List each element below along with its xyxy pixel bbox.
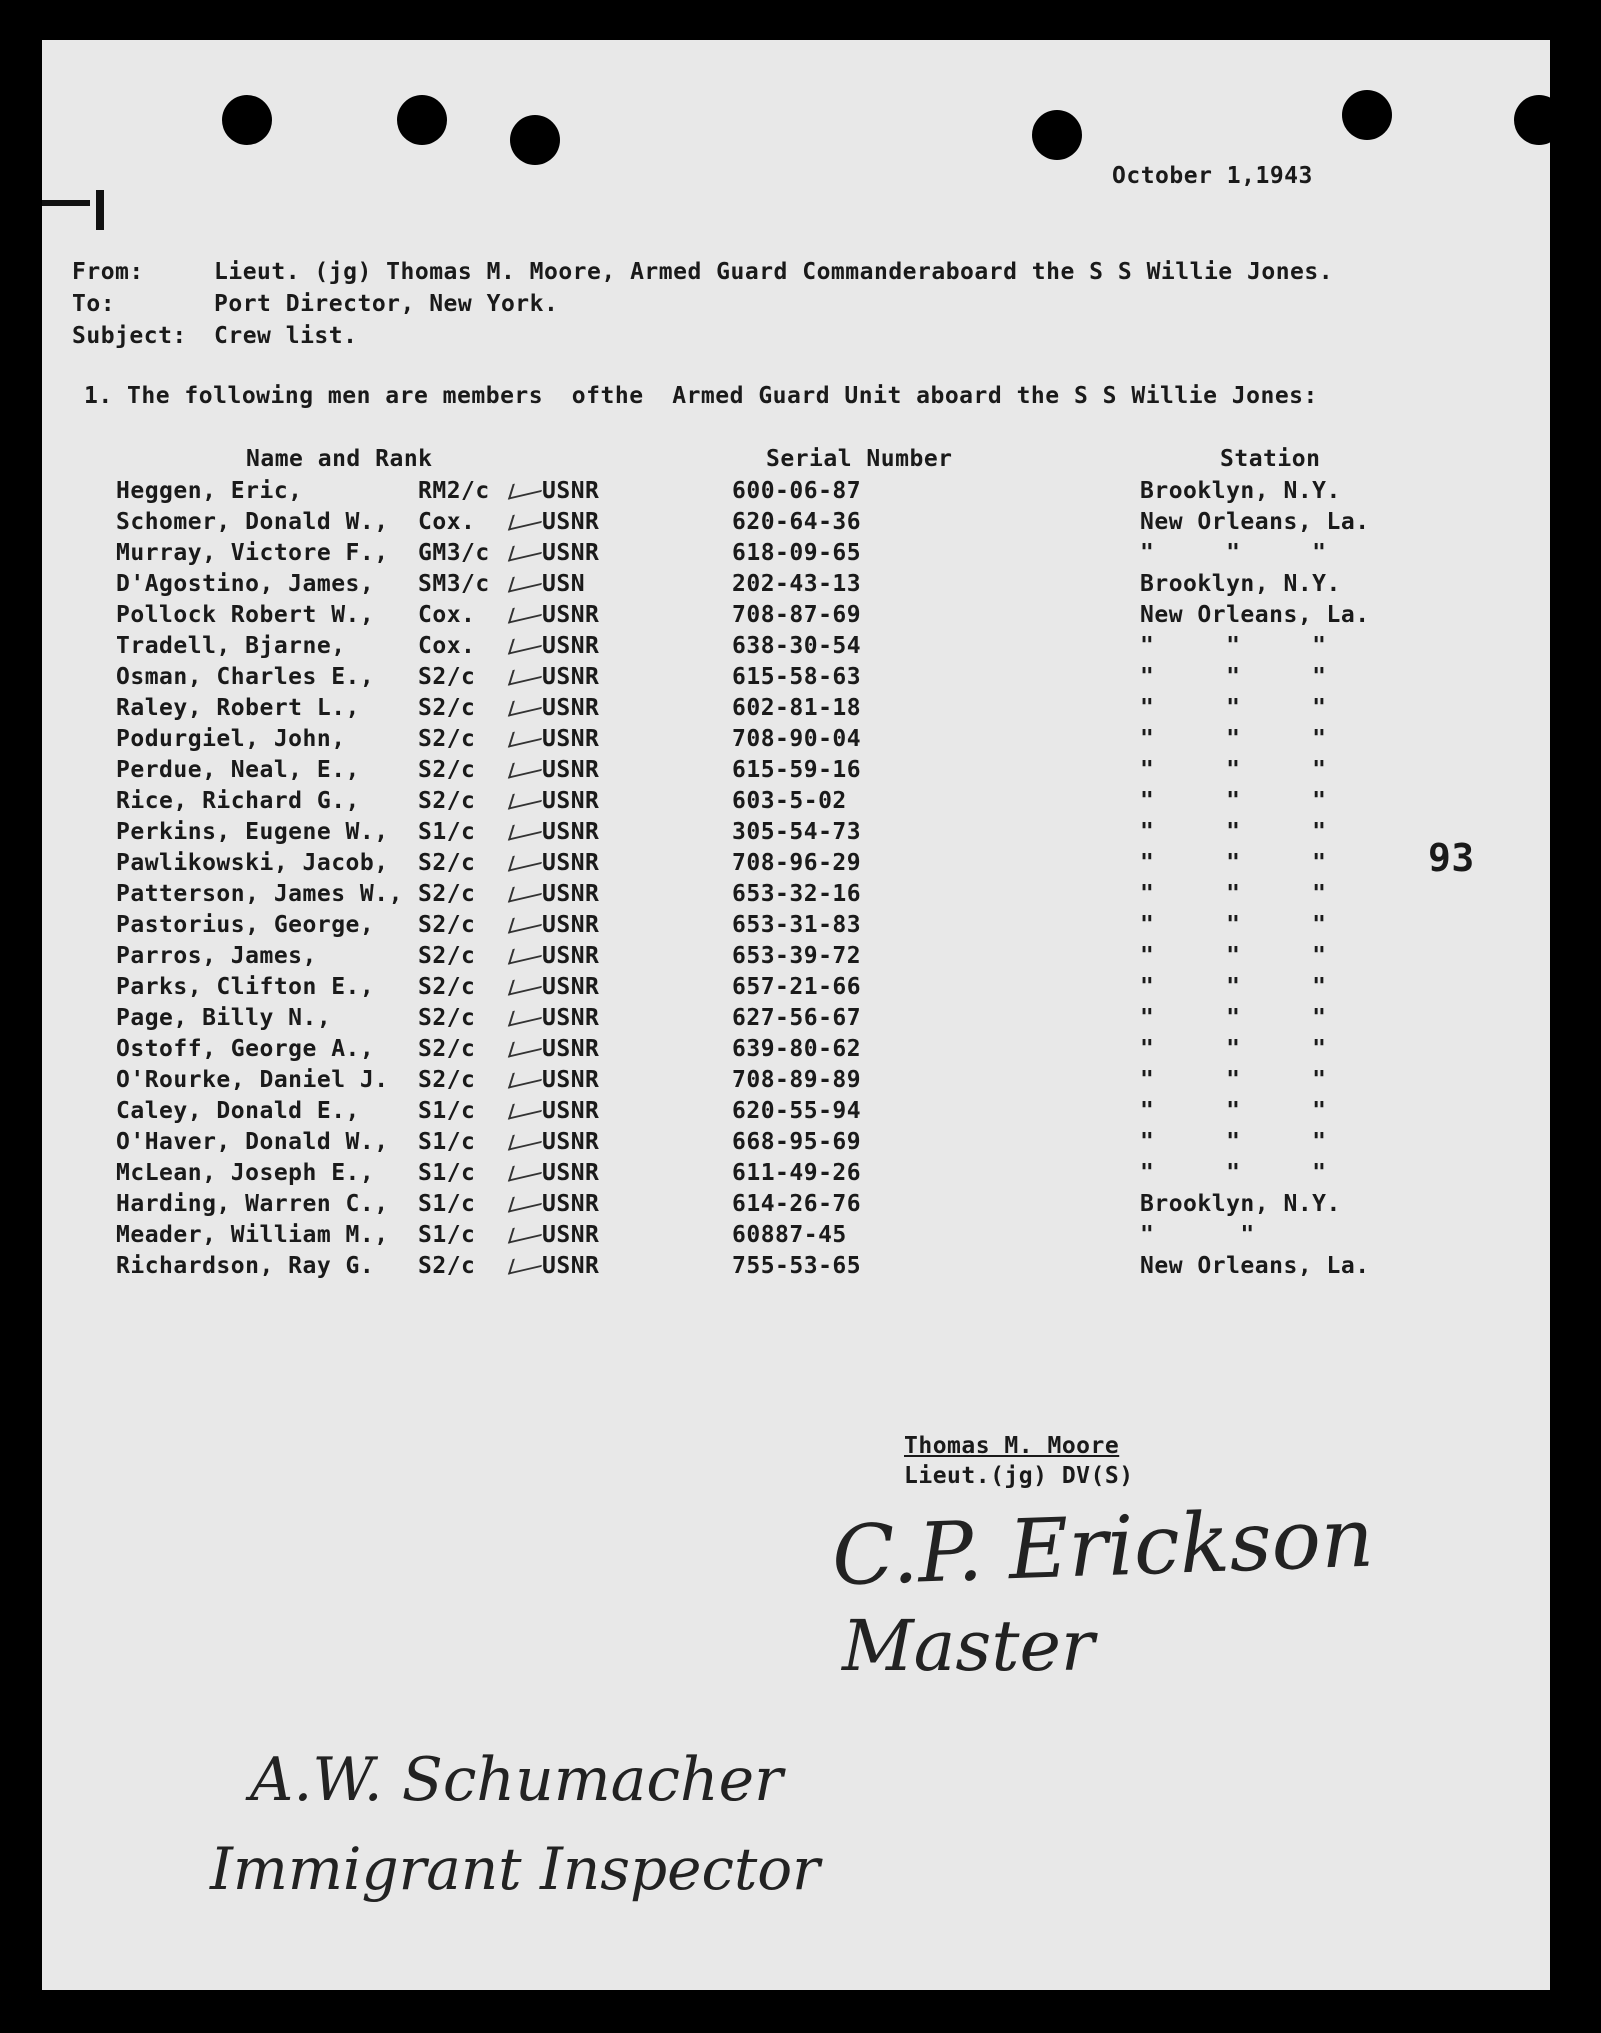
crew-serial-number: 202-43-13 [732,571,862,597]
punch-hole [510,115,560,165]
crew-station: New Orleans, La. [1140,509,1370,535]
crew-service: USNR [542,1098,600,1124]
crew-station: " " " [1140,1160,1327,1186]
table-row [42,1129,1542,1160]
crew-station: " " " [1140,1067,1327,1093]
crew-rank: S2/c [418,974,476,1000]
crew-rank: Cox. [418,602,476,628]
check-mark-icon [508,476,546,499]
check-mark-icon [508,569,546,592]
check-mark-icon [508,755,546,778]
crew-service: USNR [542,850,600,876]
crew-name: Schomer, Donald W., [116,509,389,535]
to-label: To: [72,291,116,317]
check-mark-icon [508,507,546,530]
crew-serial-number: 708-90-04 [732,726,862,752]
from-value: Lieut. (jg) Thomas M. Moore, Armed Guard Commanderaboard the S S Willie Jones. [214,259,1334,285]
crew-rank: S1/c [418,1129,476,1155]
crew-rank: S2/c [418,695,476,721]
crew-rank: S2/c [418,1005,476,1031]
check-mark-icon [508,693,546,716]
crew-rank: S1/c [418,1191,476,1217]
crew-rank: S2/c [418,912,476,938]
table-row [42,478,1542,509]
crew-service: USNR [542,478,600,504]
crew-station: " " " [1140,726,1327,752]
table-row [42,943,1542,974]
crew-service: USNR [542,1036,600,1062]
crew-name: Caley, Donald E., [116,1098,360,1124]
crew-station: Brooklyn, N.Y. [1140,478,1341,504]
crew-station: " " " [1140,1005,1327,1031]
crew-rank: SM3/c [418,571,490,597]
table-row [42,1098,1542,1129]
crew-serial-number: 668-95-69 [732,1129,862,1155]
table-row [42,633,1542,664]
crew-name: O'Rourke, Daniel J. [116,1067,389,1093]
check-mark-icon [508,879,546,902]
check-mark-icon [508,1220,546,1243]
crew-serial-number: 60887-45 [732,1222,847,1248]
crew-serial-number: 602-81-18 [732,695,862,721]
crew-name: Podurgiel, John, [116,726,346,752]
check-mark-icon [508,1034,546,1057]
crew-station: " " " [1140,819,1327,845]
crew-station: " " " [1140,850,1327,876]
crew-rank: S1/c [418,1222,476,1248]
crew-name: Parks, Clifton E., [116,974,375,1000]
crew-serial-number: 615-58-63 [732,664,862,690]
crew-service: USNR [542,726,600,752]
crew-serial-number: 708-87-69 [732,602,862,628]
crew-service: USNR [542,757,600,783]
crew-station: " " " [1140,1129,1327,1155]
table-row [42,1222,1542,1253]
crew-serial-number: 305-54-73 [732,819,862,845]
punch-hole [222,95,272,145]
typed-signature-name: Thomas M. Moore [904,1433,1120,1459]
crew-station: " " " [1140,912,1327,938]
crew-name: Meader, William M., [116,1222,389,1248]
table-row [42,881,1542,912]
crew-station: " " " [1140,1098,1327,1124]
crew-rank: GM3/c [418,540,490,566]
check-mark-icon [508,1251,546,1274]
crew-rank: Cox. [418,509,476,535]
table-row [42,912,1542,943]
master-title: Master [842,1605,1095,1687]
punch-hole [1342,90,1392,140]
from-label: From: [72,259,144,285]
crew-service: USNR [542,664,600,690]
crew-name: O'Haver, Donald W., [116,1129,389,1155]
check-mark-icon [508,1003,546,1026]
document-page [42,40,1550,1990]
crew-serial-number: 653-32-16 [732,881,862,907]
check-mark-icon [508,631,546,654]
crew-station: " " " [1140,695,1327,721]
crew-serial-number: 615-59-16 [732,757,862,783]
crew-service: USNR [542,819,600,845]
crew-rank: S1/c [418,1160,476,1186]
crew-service: USNR [542,1160,600,1186]
crew-station: Brooklyn, N.Y. [1140,1191,1341,1217]
crew-rank: S1/c [418,1098,476,1124]
crew-station: " " " [1140,633,1327,659]
table-row [42,571,1542,602]
crew-service: USNR [542,633,600,659]
check-mark-icon [508,972,546,995]
crew-serial-number: 611-49-26 [732,1160,862,1186]
check-mark-icon [508,724,546,747]
check-mark-icon [508,1158,546,1181]
crew-rank: S2/c [418,943,476,969]
check-mark-icon [508,786,546,809]
crew-service: USNR [542,695,600,721]
column-header-serial: Serial Number [766,446,953,472]
column-header-station: Station [1220,446,1321,472]
crew-station: " " " [1140,540,1327,566]
crew-serial-number: 614-26-76 [732,1191,862,1217]
crew-serial-number: 708-89-89 [732,1067,862,1093]
crew-name: Harding, Warren C., [116,1191,389,1217]
check-mark-icon [508,1065,546,1088]
crew-service: USNR [542,1191,600,1217]
table-row [42,974,1542,1005]
crew-name: D'Agostino, James, [116,571,375,597]
table-row [42,1160,1542,1191]
punch-hole [1514,95,1564,145]
scan-mark [42,200,90,206]
to-value: Port Director, New York. [214,291,559,317]
crew-name: Tradell, Bjarne, [116,633,346,659]
crew-serial-number: 657-21-66 [732,974,862,1000]
check-mark-icon [508,910,546,933]
crew-station: New Orleans, La. [1140,1253,1370,1279]
crew-rank: S1/c [418,819,476,845]
master-signature: C.P. Erickson [830,1490,1376,1605]
crew-name: Page, Billy N., [116,1005,332,1031]
crew-service: USNR [542,509,600,535]
crew-serial-number: 603-5-02 [732,788,847,814]
table-row [42,819,1542,850]
table-row [42,850,1542,881]
crew-rank: S2/c [418,788,476,814]
inspector-title: Immigrant Inspector [210,1835,820,1903]
table-row [42,726,1542,757]
crew-name: Murray, Victore F., [116,540,389,566]
crew-rank: S2/c [418,850,476,876]
typed-signature-title: Lieut.(jg) DV(S) [904,1463,1134,1489]
crew-service: USNR [542,912,600,938]
crew-service: USNR [542,1005,600,1031]
crew-serial-number: 638-30-54 [732,633,862,659]
crew-station: " " " [1140,757,1327,783]
check-mark-icon [508,538,546,561]
crew-service: USNR [542,1129,600,1155]
crew-serial-number: 620-55-94 [732,1098,862,1124]
crew-rank: S2/c [418,1036,476,1062]
check-mark-icon [508,1096,546,1119]
crew-service: USNR [542,1222,600,1248]
crew-name: Heggen, Eric, [116,478,303,504]
punch-hole [1032,110,1082,160]
crew-service: USNR [542,540,600,566]
table-row [42,664,1542,695]
crew-name: Perkins, Eugene W., [116,819,389,845]
crew-service: USNR [542,1253,600,1279]
crew-rank: Cox. [418,633,476,659]
punch-hole [397,95,447,145]
crew-name: Patterson, James W., [116,881,403,907]
crew-serial-number: 708-96-29 [732,850,862,876]
check-mark-icon [508,817,546,840]
crew-name: Perdue, Neal, E., [116,757,360,783]
crew-station: " " " [1140,788,1327,814]
crew-service: USNR [542,881,600,907]
crew-service: USNR [542,974,600,1000]
crew-rank: S2/c [418,881,476,907]
inspector-signature: A.W. Schumacher [250,1745,783,1815]
crew-serial-number: 620-64-36 [732,509,862,535]
table-row [42,1253,1542,1284]
crew-serial-number: 755-53-65 [732,1253,862,1279]
intro-paragraph: 1. The following men are members ofthe Armed Guard Unit aboard the S S Willie Jones: [84,383,1318,409]
crew-rank: S2/c [418,664,476,690]
crew-service: USNR [542,1067,600,1093]
check-mark-icon [508,941,546,964]
document-date: October 1,1943 [1112,163,1313,189]
crew-rank: S2/c [418,757,476,783]
crew-rank: S2/c [418,1067,476,1093]
crew-name: Pollock Robert W., [116,602,375,628]
crew-name: Pastorius, George, [116,912,375,938]
table-row [42,788,1542,819]
crew-service: USNR [542,602,600,628]
crew-rank: RM2/c [418,478,490,504]
table-row [42,757,1542,788]
check-mark-icon [508,600,546,623]
table-row [42,1036,1542,1067]
crew-name: Parros, James, [116,943,317,969]
crew-serial-number: 618-09-65 [732,540,862,566]
crew-serial-number: 639-80-62 [732,1036,862,1062]
table-row [42,1005,1542,1036]
crew-name: Richardson, Ray G. [116,1253,375,1279]
column-header-name-rank: Name and Rank [246,446,433,472]
crew-name: McLean, Joseph E., [116,1160,375,1186]
crew-service: USN [542,571,586,597]
table-row [42,540,1542,571]
crew-serial-number: 653-31-83 [732,912,862,938]
check-mark-icon [508,848,546,871]
crew-station: " " " [1140,1036,1327,1062]
crew-name: Rice, Richard G., [116,788,360,814]
subject-value: Crew list. [214,323,358,349]
table-row [42,695,1542,726]
crew-serial-number: 600-06-87 [732,478,862,504]
crew-serial-number: 627-56-67 [732,1005,862,1031]
crew-station: " " [1140,1222,1255,1248]
crew-station: " " " [1140,664,1327,690]
subject-label: Subject: [72,323,187,349]
crew-station: Brooklyn, N.Y. [1140,571,1341,597]
crew-station: " " " [1140,974,1327,1000]
table-row [42,509,1542,540]
crew-name: Raley, Robert L., [116,695,360,721]
crew-service: USNR [542,788,600,814]
crew-name: Ostoff, George A., [116,1036,375,1062]
crew-name: Pawlikowski, Jacob, [116,850,389,876]
crew-station: " " " [1140,881,1327,907]
check-mark-icon [508,1189,546,1212]
table-row [42,602,1542,633]
crew-name: Osman, Charles E., [116,664,375,690]
crew-station: " " " [1140,943,1327,969]
margin-note: 93 [1428,836,1475,880]
table-row [42,1067,1542,1098]
crew-serial-number: 653-39-72 [732,943,862,969]
table-row [42,1191,1542,1222]
crew-station: New Orleans, La. [1140,602,1370,628]
crew-service: USNR [542,943,600,969]
check-mark-icon [508,662,546,685]
crew-rank: S2/c [418,1253,476,1279]
scan-mark [96,190,104,230]
check-mark-icon [508,1127,546,1150]
crew-rank: S2/c [418,726,476,752]
